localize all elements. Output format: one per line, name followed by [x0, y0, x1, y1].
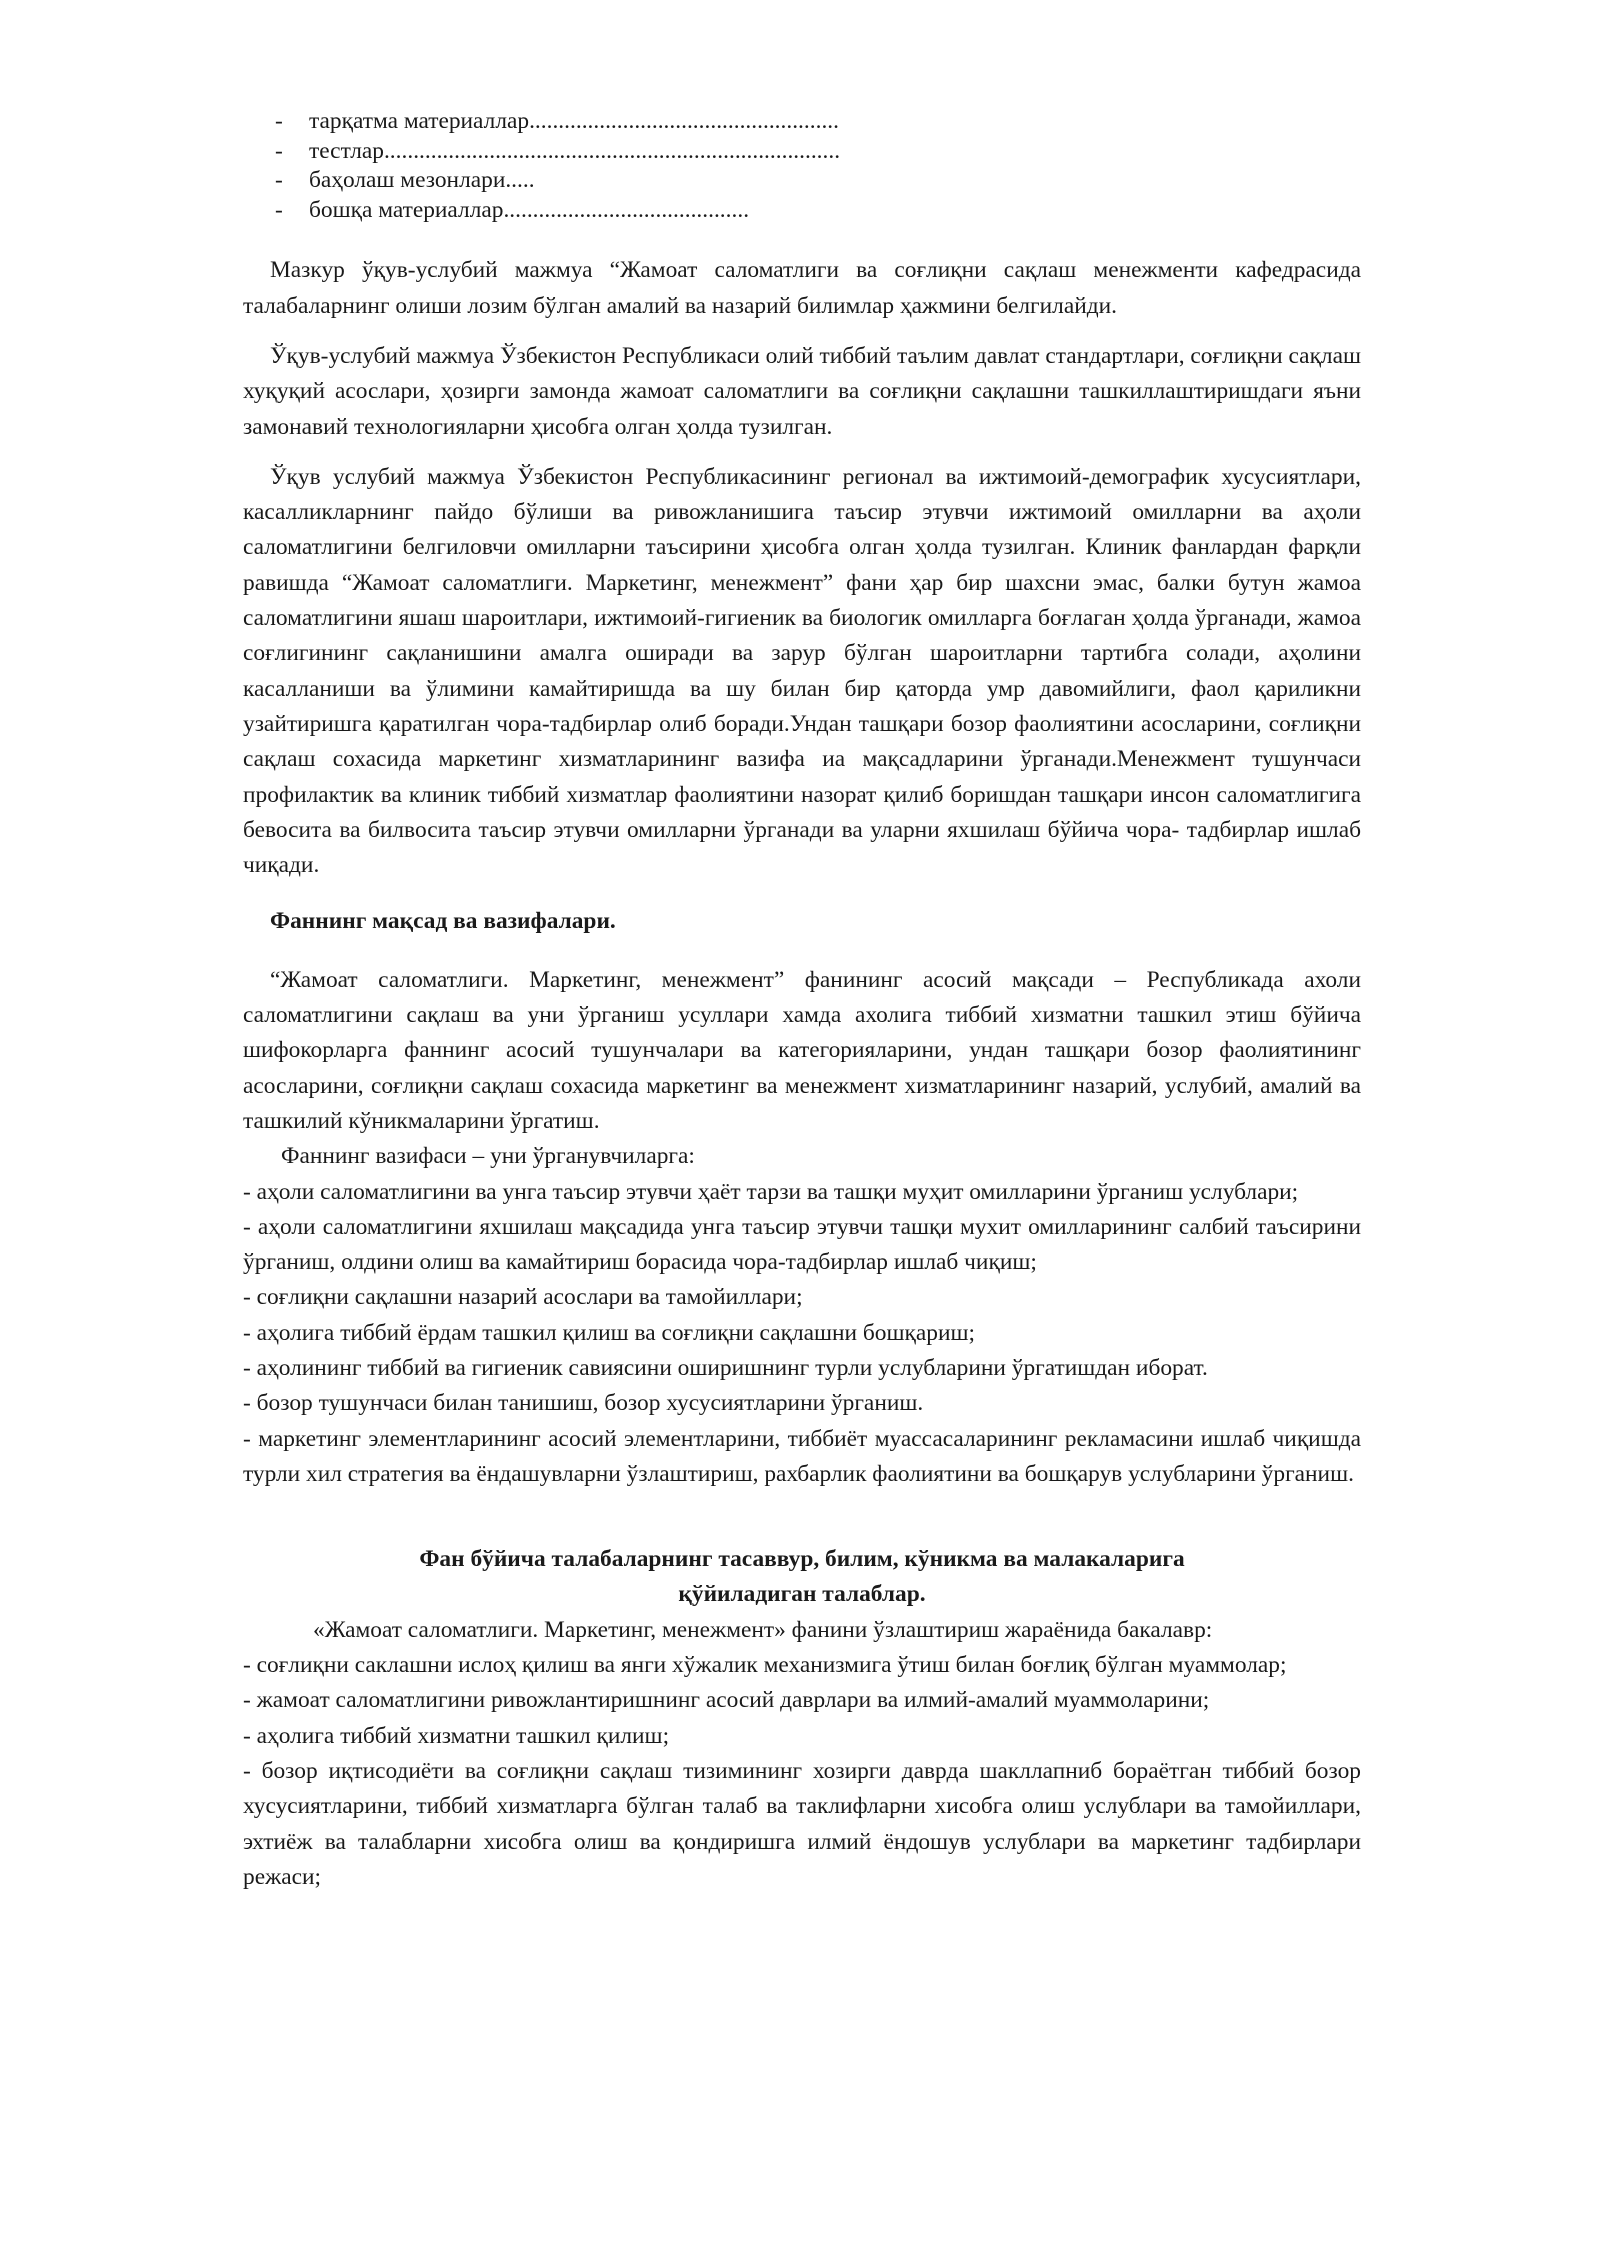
materials-list: [243, 107, 1361, 225]
list-item-text: бошқа материаллар..........................................: [309, 196, 750, 223]
list-item: [243, 166, 1361, 196]
task-item: - аҳолининг тиббий ва гигиеник савиясини оширишнинг турли услубларини ўргатишдан иборат.: [243, 1354, 1208, 1381]
intro-paragraph: Мазкур ўқув-услубий мажмуа “Жамоат саломатлиги ва соғлиқни сақлаш менежменти кафедрасида талабаларнинг олиши лозим бўлган амалий ва назарий билимлар ҳажмини белгилайди.: [243, 257, 1361, 319]
dash-marker: -: [275, 108, 283, 134]
list-item: [243, 196, 1361, 226]
requirements-heading-line: қўйиладиган талаблар.: [678, 1581, 926, 1608]
tasks-intro: Фаннинг вазифаси – уни ўрганувчиларга:: [281, 1143, 695, 1170]
requirements-heading-line: Фан бўйича талабаларнинг тасаввур, билим, кўникма ва малакаларига: [419, 1546, 1185, 1573]
dash-marker: -: [275, 137, 283, 164]
task-item: - маркетинг элементларининг асосий элементларини, тиббиёт муассасаларининг рекламасини ишлаб чиқишда турли хил стратегия ва ёндашувларни ўзлаштириш, рахбарлик фаолиятини ва бошқарув услубларини ўрганиш.: [243, 1425, 1361, 1487]
task-item: - аҳолига тиббий ёрдам ташкил қилиш ва соғлиқни сақлашни бошқариш;: [243, 1319, 975, 1346]
task-item: - соғлиқни сақлашни назарий асослари ва тамойиллари;: [243, 1284, 803, 1311]
list-item: [243, 107, 1361, 137]
task-item: - аҳоли саломатлигини ва унга таъсир этувчи ҳаёт тарзи ва ташқи муҳит омилларини ўрганиш услублари;: [243, 1178, 1299, 1205]
dash-marker: -: [275, 196, 283, 223]
goals-heading: Фаннинг мақсад ва вазифалари.: [270, 908, 616, 935]
standards-paragraph: Ўқув-услубий мажмуа Ўзбекистон Республикаси олий тиббий таълим давлат стандартлари, соғлиқни сақлаш хуқуқий асослари, ҳозирги замонда жамоат саломатлиги ва соғлиқни сақлашни ташкиллаштиришдаги яъни замонавий технологияларни ҳисобга олган ҳолда тузилган.: [243, 342, 1361, 440]
list-item-text: тестлар..............................................................................: [309, 137, 841, 164]
list-item-text: тарқатма материаллар.....................................................: [309, 108, 839, 134]
dash-marker: -: [275, 167, 283, 194]
requirement-item: - бозор иқтисодиёти ва соғлиқни сақлаш тизимининг хозирги даврда шакллапниб бораётган тиббий бозор хусусиятларини, тиббий хизматларга бўлган талаб ва таклифларни хисобга олиш услублари ва тамойиллари, эхтиёж ва талабларни хисобга олиш ва қондиришга илмий ёндошув услублари ва маркетинг тадбирлари режаси;: [243, 1757, 1361, 1890]
task-item: - аҳоли саломатлигини яхшилаш мақсадида унга таъсир этувчи ташқи мухит омилларининг салбий таъсирини ўрганиш, олдини олиш ва камайтириш борасида чора-тадбирлар ишлаб чиқиш;: [243, 1213, 1361, 1276]
requirements-intro: «Жамоат саломатлиги. Маркетинг, менежмент» фанини ўзлаштириш жараёнида бакалавр:: [313, 1616, 1213, 1643]
requirements-heading: [243, 1542, 1361, 1613]
document-page: [243, 107, 1361, 1895]
list-item: [243, 137, 1361, 167]
requirement-item: - соғлиқни саклашни ислоҳ қилиш ва янги хўжалик механизмига ўтиш билан боғлиқ бўлган муаммолар;: [243, 1652, 1287, 1679]
goal-paragraph: “Жамоат саломатлиги. Маркетинг, менежмент” фанининг асосий мақсади – Республикада ахоли саломатлигини сақлаш ва уни ўрганиш усуллари хамда ахолига тиббий хизматни ташкил этиш бўйича шифокорларга фаннинг асосий тушунчалари ва категорияларини, ундан ташқари бозор фаолиятининг асосларини, соғлиқни сақлаш сохасида маркетинг ва менежмент хизматларининг назарий, услубий, амалий ва ташкилий кўникмаларини ўргатиш.: [243, 966, 1361, 1134]
task-item: - бозор тушунчаси билан танишиш, бозор хусусиятларини ўрганиш.: [243, 1390, 924, 1417]
regional-paragraph: Ўқув услубий мажмуа Ўзбекистон Республикасининг регионал ва ижтимоий-демографик хусусиятлари, касалликларнинг пайдо бўлиши ва ривожланишига таъсир этувчи ижтимоий омилларни ва аҳоли саломатлигини белгиловчи омилларни таъсирини ҳисобга олган ҳолда тузилган. Клиник фанлардан фарқли равишда “Жамоат саломатлиги. Маркетинг, менежмент” фани ҳар бир шахсни эмас, балки бутун жамоа саломатлигини яшаш шароитлари, ижтимоий-гигиеник ва биологик омилларга боғлаган ҳолда ўрганади, жамоа соғлигининг сақланишини амалга оширади ва зарур бўлган шароитларни тартибга солади, аҳолини касалланиши ва ўлимини камайтиришда ва шу билан бир қаторда умр давомийлиги, фаол қариликни узайтиришга қаратилган чора-тадбирлар олиб боради.Ундан ташқари бозор фаолиятини асосларини, соғлиқни сақлаш сохасида маркетинг хизматларининг вазифа иа мақсадларини ўрганади.Менежмент тушунчаси профилактик ва клиник тиббий хизматлар фаолиятини назорат қилиб боришдан ташқари инсон саломатлигига бевосита ва билвосита таъсир этувчи омилларни ўрганади ва уларни яхшилаш бўйича чора- тадбирлар ишлаб чиқади.: [243, 463, 1361, 879]
requirement-item: - жамоат саломатлигини ривожлантиришнинг асосий даврлари ва илмий-амалий муаммоларини;: [243, 1687, 1210, 1714]
requirement-item: - аҳолига тиббий хизматни ташкил қилиш;: [243, 1722, 670, 1749]
list-item-text: баҳолаш мезонлари.....: [309, 167, 535, 194]
